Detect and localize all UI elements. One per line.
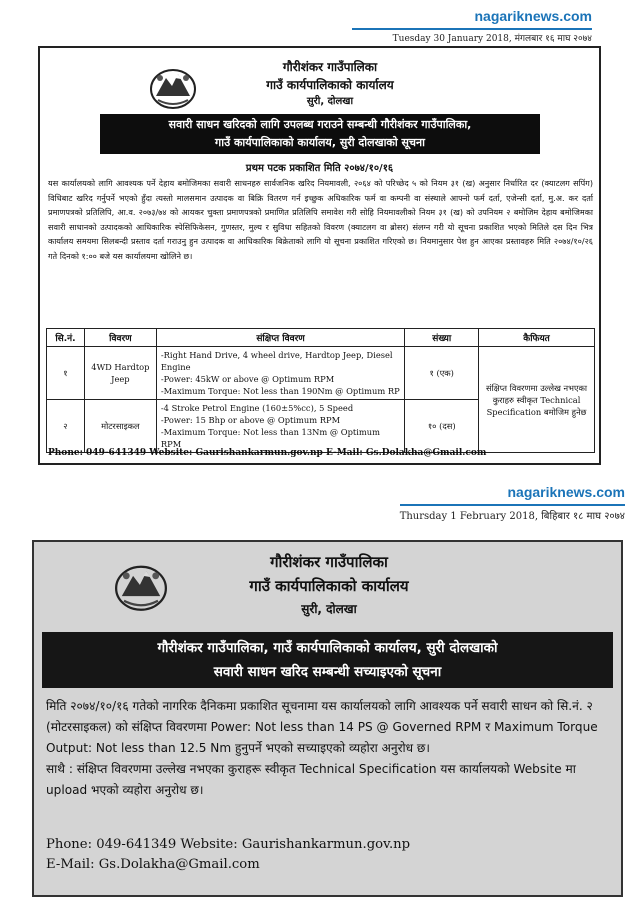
- notice-banner: [42, 632, 613, 688]
- row-item: 4WD Hardtop Jeep: [84, 347, 156, 400]
- email-line: E-Mail: Gs.Dolakha@Gmail.com: [46, 857, 260, 872]
- spec-line: -Power: 15 Bhp or above @ Optimum RPM: [160, 415, 341, 425]
- spec-line: -Maximum Torque: Not less than 13Nm @ Optimum RPM: [160, 427, 380, 449]
- banner-line-1: सवारी साधन खरिदको लागि उपलब्ध गराउने सम्बन्धी गौरीशंकर गाउँपालिका,: [168, 118, 472, 131]
- office-line-2: गाउँ कार्यपालिकाको कार्यालय: [249, 577, 409, 595]
- table-header: कैफियत: [479, 329, 595, 347]
- contact-footer: Phone: 049-641349 Website: Gaurishankarmun.gov.np E-Mail: Gs.Dolakha@Gmail.com: [48, 448, 487, 458]
- header-rule: [400, 504, 625, 506]
- row-sn: १: [47, 347, 85, 400]
- office-line-1: गौरीशंकर गाउँपालिका: [282, 60, 378, 74]
- table-header: संक्षिप्त विवरण: [156, 329, 404, 347]
- newspaper-header-2: [400, 484, 625, 500]
- notice-body: [46, 696, 612, 801]
- spec-line: -Maximum Torque: Not less than 190Nm @ Optimum RP: [160, 386, 400, 396]
- date-line: Thursday 1 February 2018, बिहिबार १८ माघ २०७४: [399, 511, 625, 522]
- site-name: nagariknews.com: [474, 8, 592, 24]
- remarks-cell: संक्षिप्त विवरणमा उल्लेख नभएका कुराहरु स्वीकृत Technical Specification बमोजिम हुनेछ: [479, 347, 595, 453]
- notice-body: यस कार्यालयको लागि आवश्यक पर्ने देहाय बमोजिमका सवारी साधनहरु सार्वजनिक खरिद नियमावली, २०६४ को परिच्छेद ५ को नियम ३१ (ख) अनुसार निर्धारित दर (क्याटलग सपिंग) विधिबाट खरिद गर्नुपर्ने भएको हुँदा त्यस्तो मालसमान उत्पादक वा बिक्रि वितरण गर्न इच्छुक अधिकारिक फर्म वा कम्पनी वा संस्थाले आफ्नो फर्म दर्ता, एजेन्सी दर्ता, मु.अ. कर दर्ता प्रमाणपत्रको प्रतिलिपि, आ.व. २०७३/७४ को आयकर चुक्ता प्रमाणपत्रको प्रमाणित प्रतिलिपि समावेश गरी सोहि नियमावलीको नियम ३१ (ख) को उपनियम २ बमोजिम देहाय बमोजिमका सवारी साधानको उत्पादकको आधिकारिक स्पेसिफिकेसन, गुणस्तर, मुल्य र सुविधा सहितको विवरण (क्याटलग वा ब्रोसर) संलग्न गरी यो सूचना प्रकाशित भएको मितिले दस दिन भित्र कार्यालय समयमा सिलबन्दी प्रस्ताव दर्ता गराउनु हुन उत्पादक वा आधिकारिक बिक्रेताको लागि यो सूचना प्रकाशित गरिएको छ। नियमानुसार पेश हुन आएका प्रस्तावहरु मिति २०७४/१०/२६ गते दिनको १:०० बजे यस कार्यालयमा खोलिने छ।: [48, 178, 593, 261]
- row-qty: १ (एक): [405, 347, 479, 400]
- notice-2: [32, 540, 623, 897]
- row-qty: १० (दस): [405, 400, 479, 453]
- row-sn: २: [47, 400, 85, 453]
- contact-footer: [46, 835, 410, 875]
- table-header: सि.नं.: [47, 329, 85, 347]
- notice-1: [38, 46, 601, 465]
- date-line: Tuesday 30 January 2018, मंगलबार १६ माघ २०७४: [392, 34, 592, 44]
- newspaper-header-1: [352, 8, 592, 24]
- site-name: nagariknews.com: [507, 484, 625, 500]
- notice-banner: [100, 114, 540, 154]
- row-item: मोटरसाइकल: [84, 400, 156, 453]
- row-spec: [156, 400, 404, 453]
- correction-paragraph: मिति २०७४/१०/१६ गतेको नागरिक दैनिकमा प्रकाशित सूचनामा यस कार्यालयको लागि आवश्यक पर्ने सवारी साधन को सि.नं. २ (मोटरसाइकल) को संक्षिप्त विवरणमा Power: Not less than 14 PS @ Governed RPM र Maximum Torque Output: Not less than 12.5 Nm हुनुपर्ने भएको सच्याइएको व्यहोरा अनुरोध छ।: [46, 699, 598, 755]
- spec-line: -Power: 45kW or above @ Optimum RPM: [160, 374, 335, 384]
- header-rule: [352, 28, 592, 30]
- phone-website-line: Phone: 049-641349 Website: Gaurishankarmun.gov.np: [46, 837, 411, 852]
- nepal-emblem-icon: [148, 64, 198, 110]
- additional-paragraph: साथै : संक्षिप्त विवरणमा उल्लेख नभएका कुराहरू स्वीकृत Technical Specification यस कार्यालयको Website मा upload भएको व्यहोरा अनुरोध छ।: [46, 762, 576, 797]
- publish-date: प्रथम पटक प्रकाशित मिति २०७४/१०/१६: [245, 163, 394, 174]
- office-line-2: गाउँ कार्यपालिकाको कार्यालय: [266, 78, 394, 92]
- office-line-3: सुरी, दोलखा: [301, 602, 357, 616]
- spec-line: -4 Stroke Petrol Engine (160±5%cc), 5 Speed: [160, 403, 354, 413]
- table-row: [47, 347, 595, 400]
- office-title: [174, 550, 484, 620]
- table-header: संख्या: [405, 329, 479, 347]
- nepal-emblem-icon: [112, 560, 170, 612]
- table-header: विवरण: [84, 329, 156, 347]
- banner-line-2: सवारी साधन खरिद सम्बन्धी सच्याइएको सूचना: [213, 664, 442, 680]
- office-line-1: गौरीशंकर गाउँपालिका: [270, 553, 388, 571]
- spec-table: [46, 328, 595, 453]
- banner-line-2: गाउँ कार्यपालिकाको कार्यालय, सुरी दोलखाको सूचना: [215, 136, 425, 149]
- row-spec: [156, 347, 404, 400]
- office-title: [220, 58, 440, 110]
- banner-line-1: गौरीशंकर गाउँपालिका, गाउँ कार्यपालिकाको कार्यालय, सुरी दोलखाको: [157, 640, 498, 656]
- table-header-row: [47, 329, 595, 347]
- spec-line: -Right Hand Drive, 4 wheel drive, Hardtop Jeep, Diesel Engine: [160, 350, 393, 372]
- office-line-3: सुरी, दोलखा: [306, 96, 354, 107]
